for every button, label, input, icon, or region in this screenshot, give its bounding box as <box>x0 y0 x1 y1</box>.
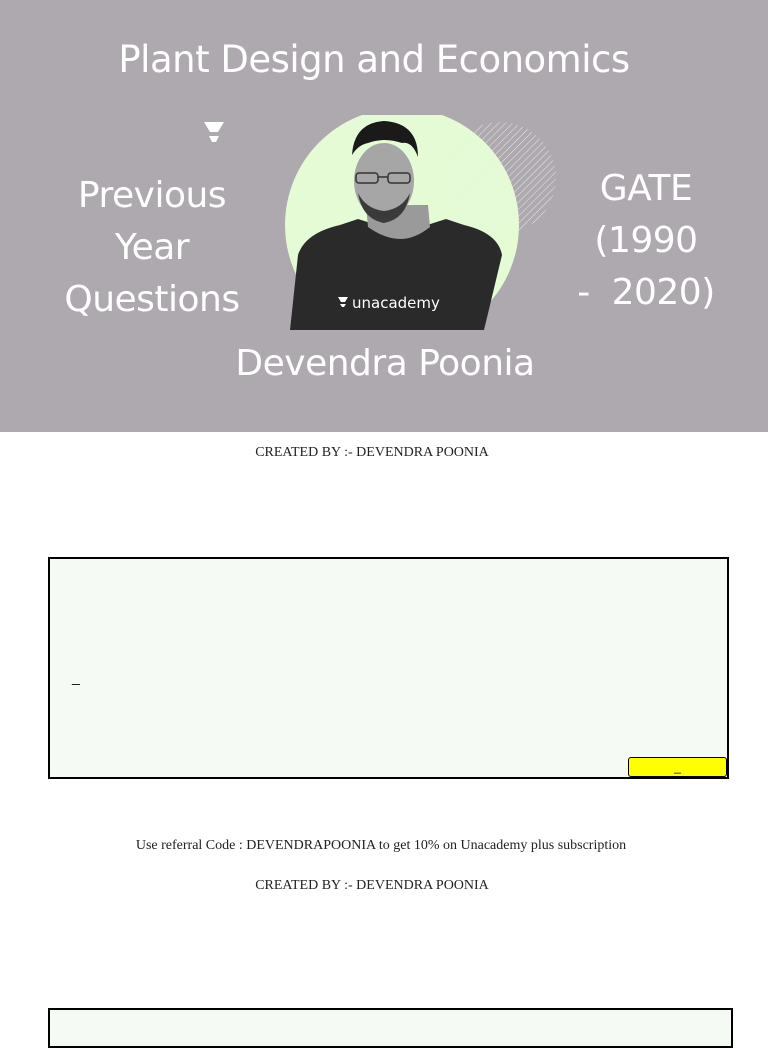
content-box <box>48 1008 733 1048</box>
pyq-line: Previous <box>77 175 227 216</box>
created-by-text: CREATED BY :- DEVENDRA POONIA <box>255 878 489 893</box>
box-mark: _ <box>72 669 80 685</box>
referral-text: Use referral Code : DEVENDRAPOONIA to get 10% on Unacademy plus subscription <box>135 838 627 853</box>
pyq-line: Questions <box>64 279 240 320</box>
cover-slide <box>0 0 768 432</box>
author-name: Devendra Poonia <box>235 343 535 384</box>
unacademy-logo-icon <box>203 120 225 144</box>
shirt-brand-label: unacademy <box>352 294 440 312</box>
pyq-label <box>52 170 252 326</box>
highlight-button[interactable]: _ <box>628 757 727 777</box>
gate-line: (1990 <box>594 220 698 261</box>
gate-line: GATE <box>599 168 693 209</box>
gate-line: - 2020) <box>577 272 715 313</box>
pyq-line: Year <box>114 227 190 268</box>
created-by-text: CREATED BY :- DEVENDRA POONIA <box>255 445 489 460</box>
cover-title: Plant Design and Economics <box>118 38 630 81</box>
gate-label <box>566 163 726 319</box>
content-box <box>48 557 729 779</box>
